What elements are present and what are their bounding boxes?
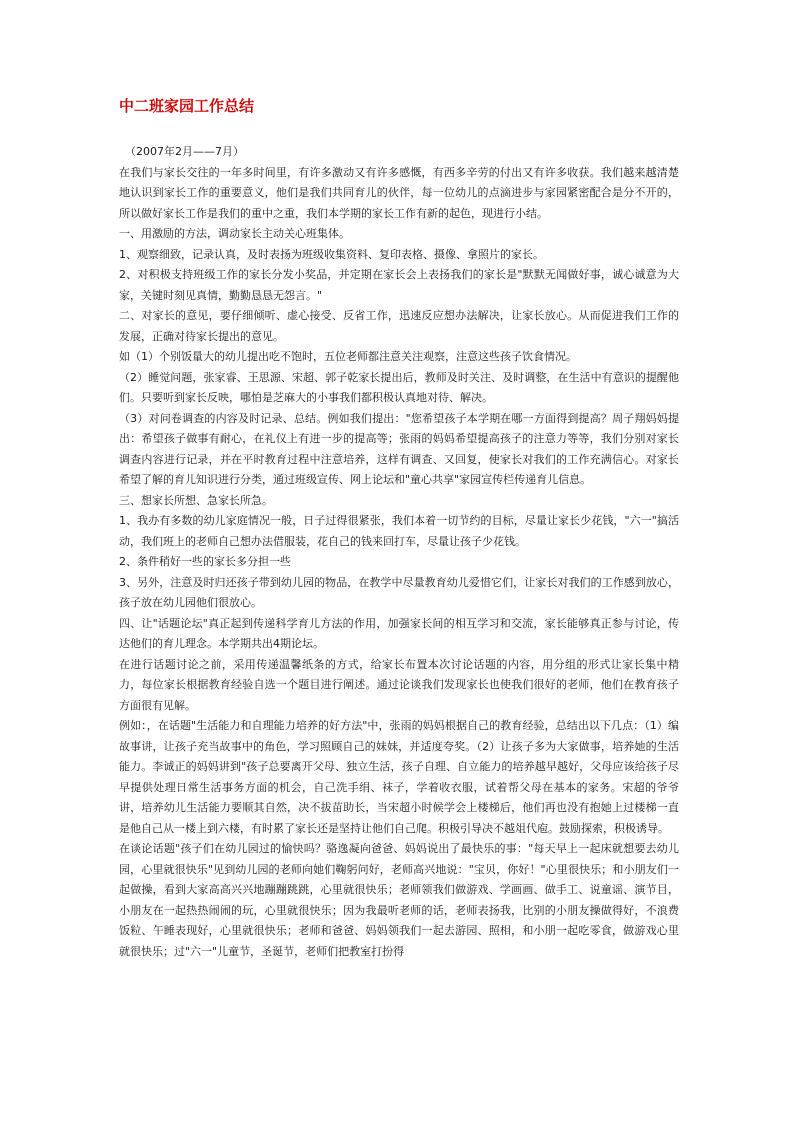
paragraph: 2、条件稍好一些的家长多分担一些 [119, 555, 291, 568]
paragraph: 在谈论话题"孩子们在幼儿园过的愉快吗？骆逸凝向爸爸、妈妈说出了最快乐的事："每天早上一起床就想要去幼儿园，心里就很快乐"见到幼儿园的老师向她们鞠躬问好，老师高兴地说："宝贝，你好！"心里很快乐；和小朋友们一起做操，看到大家高高兴兴地蹦蹦跳跳，心里就很快乐；老师领我们做游戏、学画画、做手工、说童谣、演节目，小朋友在一起热热闹闹的玩，心里就很快乐；因为我最听老师的话，老师表扬我，比别的小朋友操做得好，不浪费饭粒、午睡表现好，心里就很快乐；老师和爸爸、妈妈领我们一起去游园、照相，和小朋一起吃零食，做游戏心里就很快乐；过"六一"儿童节，圣诞节，老师们把教室打扮得 [119, 842, 679, 958]
paragraph: 2、对积极支持班级工作的家长分发小奖品，并定期在家长会上表扬我们的家长是"默默无闻做好事，诚心诚意为大家，关键时刻见真情，勤勤恳恳无怨言。" [119, 268, 679, 302]
document-title: 中二班家园工作总结 [119, 97, 255, 115]
paragraph: （3）对问卷调查的内容及时记录、总结。例如我们提出："您希望孩子本学期在哪一方面得到提高？周子翔妈妈提出：希望孩子做事有耐心，在礼仪上有进一步的提高等；张雨的妈妈希望提高孩子的注意力等等，我们分别对家长调查内容进行记录，并在平时教育过程中注意培养，这样有调查、又回复，使家长对我们的工作充满信心。对家长希望了解的育儿知识进行分类，通过班级宣传、网上论坛和"童心共享"家园宣传栏传递育儿信息。 [119, 411, 679, 486]
section-heading-3: 三、想家长所想、急家长所急。 [119, 493, 273, 507]
section-heading-2: 二、对家长的意见，要仔细倾听、虚心接受、反省工作，迅速反应想办法解决，让家长放心。从而促进我们工作的发展，正确对待家长提出的意见。 [119, 309, 679, 343]
intro-paragraph: 在我们与家长交往的一年多时间里，有许多激动又有许多感慨，有西多辛劳的付出又有许多收获。我们越来越清楚地认识到家长工作的重要意义，他们是我们共同育儿的伙伴，每一位幼儿的点滴进步与家园紧密配合是分不开的，所以做好家长工作是我们的重中之重，我们本学期的家长工作有新的起色，现进行小结。 [119, 165, 679, 220]
section-heading-1: 一、用激励的方法，调动家长主动关心班集体。 [119, 227, 350, 240]
section-heading-4: 四、让"话题论坛"真正起到传递科学育儿方法的作用，加强家长间的相互学习和交流，家长能够真正参与讨论，传达他们的育儿理念。本学期共出4期论坛。 [119, 616, 679, 650]
paragraph: 在进行话题讨论之前，采用传递温馨纸条的方式，给家长布置本次讨论话题的内容，用分组的形式让家长集中精力，每位家长根据教育经验自选一个题目进行阐述。通过论谈我们发现家长也使我们很好的老师，他们在教育孩子方面很有见解。 [119, 657, 679, 712]
paragraph: 例如：，在话题"生活能力和自理能力培养的好方法"中，张雨的妈妈根据自己的教育经验，总结出以下几点：（1）编故事讲，让孩子充当故事中的角色，学习照顾自己的妹妹，并适度夸奖。（2）让孩子多为大家做事，培养她的生活能力。李诚正的妈妈讲到"孩子总要离开父母、独立生活，孩子自理、自立能力的培养越早越好，父母应该给孩子尽早提供处理日常生活事务方面的机会，自己洗手绢、袜子，学着收衣服，试着帮父母在基本的家务。宋超的爷爷讲，培养幼儿生活能力要顺其自然，决不拔苗助长，当宋超小时候学会上楼梯后，他们再也没有抱她上过楼梯一直是他自己从一楼上到六楼，有时累了家长还是坚持让他们自己爬。积极引导决不越俎代庖。鼓励探索，积极诱导。 [119, 719, 679, 835]
paragraph: 1、观察细致，记录认真，及时表扬为班级收集资料、复印表格、摄像、拿照片的家长。 [119, 247, 544, 261]
document-page [119, 96, 679, 962]
date-range: （2007年2月——7月） [125, 145, 244, 158]
paragraph: 如（1）个别饭量大的幼儿提出吃不饱时，五位老师都注意关注观察，注意这些孩子饮食情况。 [119, 350, 577, 363]
paragraph: 3、另外，注意及时归还孩子带到幼儿园的物品，在教学中尽量教育幼儿爱惜它们，让家长对我们的工作感到放心，孩子放在幼儿园他们很放心。 [119, 575, 679, 609]
paragraph: 1、我办有多数的幼儿家庭情况一般，日子过得很紧张，我们本着一切节约的目标，尽量让家长少花钱，"六一"搞活动，我们班上的老师自己想办法借服装，花自己的钱来回打车，尽量让孩子少花钱。 [119, 514, 679, 548]
paragraph: （2）睡觉问题，张家睿、王思源、宋超、郭子乾家长提出后，教师及时关注、及时调整，在生活中有意识的提醒他们。只要听到家长反映，哪怕是芝麻大的小事我们都积极认真地对待、解决。 [119, 370, 679, 404]
